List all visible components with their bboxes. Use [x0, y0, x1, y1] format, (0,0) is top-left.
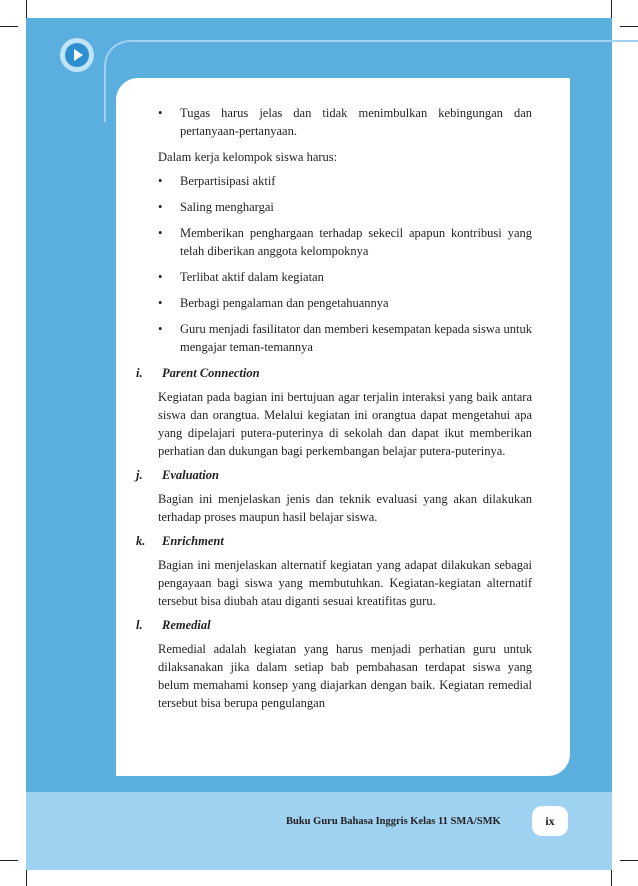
section-heading-remedial: l. Remedial — [136, 618, 211, 632]
play-icon — [60, 38, 94, 72]
section-body: Bagian ini menjelaskan jenis dan teknik evaluasi yang akan dilakukan terhadap proses maupun hasil belajar siswa. — [158, 492, 532, 524]
crop-mark — [0, 26, 18, 27]
section-heading-evaluation: j. Evaluation — [136, 468, 219, 482]
body-text — [136, 104, 532, 718]
crop-mark — [26, 0, 27, 18]
footer-band — [26, 792, 612, 870]
section-body: Kegiatan pada bagian ini bertujuan agar terjalin interaksi yang baik antara siswa dan orangtua. Melalui kegiatan ini orangtua dapat mengetahui apa yang dipelajari putera-puterinya di sekolah dan dapat ikut memberikan perhatian dan dukungan bagi perkembangan belajar putera-puterinya. — [158, 390, 532, 458]
crop-mark — [620, 860, 638, 861]
section-body: Bagian ini menjelaskan alternatif kegiatan yang adapat dilakukan sebagai pengayaan bagi siswa yang membutuhkan. Kegiatan-kegiatan alternatif tersebut bisa diubah atau diganti sesuai kreatifitas guru. — [158, 558, 532, 608]
crop-mark — [0, 860, 18, 861]
book-title: Buku Guru Bahasa Inggris Kelas 11 SMA/SMK — [286, 816, 501, 827]
list-item: • Guru menjadi fasilitator dan memberi kesempatan kepada siswa untuk mengajar teman-temannya — [158, 322, 532, 354]
crop-mark — [620, 26, 638, 27]
list-item: • Berbagi pengalaman dan pengetahuannya — [158, 296, 389, 310]
page-number: ix — [532, 806, 568, 836]
section-body: Remedial adalah kegiatan yang harus menjadi perhatian guru untuk dilaksanakan jika dalam setiap bab pembahasan terdapat siswa yang belum memahami konsep yang diajarkan dengan baik. Kegiatan remedial tersebut bisa berupa pengulangan — [158, 642, 532, 710]
crop-mark — [611, 0, 612, 18]
list-item: • Memberikan penghargaan terhadap sekecil apapun kontribusi yang telah diberikan anggota kelompoknya — [158, 226, 532, 258]
section-heading-parent-connection: i. Parent Connection — [136, 366, 260, 380]
group-intro: Dalam kerja kelompok siswa harus: — [158, 150, 338, 164]
list-item: • Berpartisipasi aktif — [158, 174, 276, 188]
list-item: • Saling menghargai — [158, 200, 274, 214]
crop-mark — [611, 868, 612, 886]
crop-mark — [26, 868, 27, 886]
section-heading-enrichment: k. Enrichment — [136, 534, 224, 548]
list-item: • Tugas harus jelas dan tidak menimbulkan kebingungan dan pertanyaan-pertanyaan. — [158, 106, 532, 138]
list-item: • Terlibat aktif dalam kegiatan — [158, 270, 324, 284]
